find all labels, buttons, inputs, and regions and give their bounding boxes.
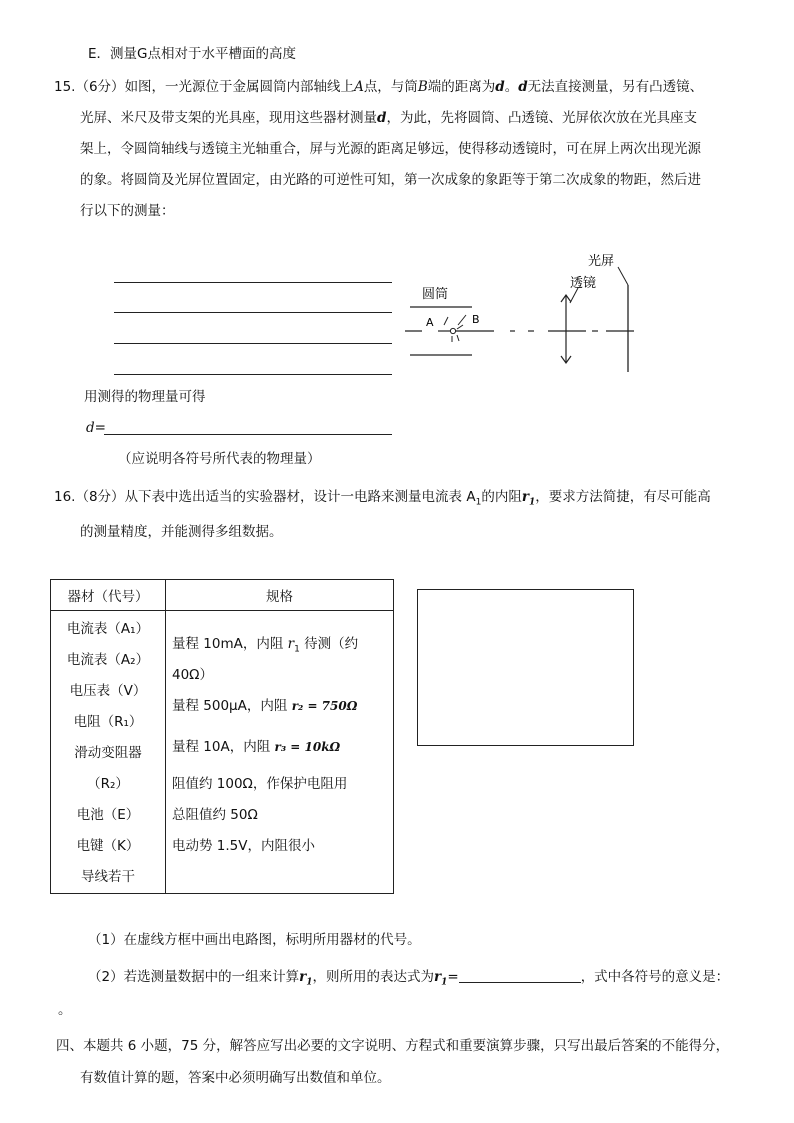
answer-blank-line[interactable] — [114, 343, 392, 344]
answer-blank-line[interactable] — [114, 312, 392, 313]
q16-text: ，要求方法简捷，有尽可能高 — [535, 489, 711, 505]
header-spec: 规格 — [166, 580, 394, 611]
d-label: d= — [86, 420, 106, 436]
q16-text: = — [447, 969, 459, 985]
q15-text: 点，与筒 — [363, 79, 418, 95]
spec-formula: r₂ = 750Ω — [291, 699, 358, 713]
equipment-item: 电池（E） — [76, 807, 140, 823]
q15-text: 光屏、米尺及带支架的光具座，现用这些器材测量 — [80, 110, 377, 126]
answer-blank-line[interactable] — [114, 374, 392, 375]
equipment-item: 滑动变阻器 — [74, 745, 142, 761]
pointer-line — [458, 315, 466, 325]
point-a-label: A — [426, 316, 434, 329]
spec-a2 — [172, 691, 393, 722]
q16-line-2: 的测量精度，并能测得多组数据。 — [80, 524, 283, 540]
q15-line-2 — [80, 108, 697, 128]
q16-sub: 1 — [528, 497, 536, 508]
spec-column — [166, 611, 394, 894]
q15-text: ，为此，先将圆筒、凸透镜、光屏依次放在光具座支 — [386, 110, 697, 126]
q15-note: （应说明各符号所代表的物理量） — [118, 451, 321, 467]
q16-text: （2）若选测量数据中的一组来计算 — [88, 969, 300, 985]
q16-sub: 1 — [475, 497, 482, 508]
q16-sub-1: （1）在虚线方框中画出电路图，标明所用器材的代号。 — [88, 932, 421, 948]
circuit-drawing-box[interactable] — [417, 589, 634, 746]
spec-r1: 阻值约 100Ω，作保护电阻用 — [172, 776, 348, 792]
equipment-item: 电键（K） — [76, 838, 140, 854]
spec-formula: r₃ = 10kΩ — [274, 740, 341, 754]
q16-sub-2-end: 。 — [58, 1002, 72, 1018]
q14-item-e: E．测量G点相对于水平槽面的高度 — [88, 46, 296, 62]
lens-label: 透镜 — [570, 276, 597, 291]
q16-sub: 1 — [441, 977, 448, 988]
q16-number: 16.（8分） — [54, 489, 125, 505]
equipment-item: 导线若干 — [81, 869, 135, 885]
table-body-row — [51, 611, 394, 894]
light-source-icon — [450, 328, 455, 333]
d-answer-blank[interactable] — [104, 434, 392, 435]
light-ray-icon — [457, 325, 463, 329]
q15-line-1 — [54, 77, 703, 97]
spec-sub: 1 — [294, 644, 300, 655]
equipment-item: 电流表（A₂） — [66, 652, 150, 668]
spec-text: 量程 500μA，内阻 — [172, 698, 292, 714]
spec-e: 电动势 1.5V，内阻很小 — [172, 838, 315, 854]
q15-line-3: 架上，令圆筒轴线与透镜主光轴重合，屏与光源的距离足够远，使得移动透镜时，可在屏上两次出现光源 — [80, 141, 701, 157]
q16-var-r: r — [521, 489, 529, 505]
q16-sub-2 — [88, 967, 729, 993]
equipment-item: （R₂） — [87, 776, 129, 792]
spec-text: 待测（约 — [299, 636, 359, 652]
q16-text: 从下表中选出适当的实验器材，设计一电路来测量电流表 A — [124, 489, 476, 505]
q16-text: 的内阻 — [481, 489, 522, 505]
equipment-item: 电压表（V） — [69, 683, 147, 699]
q15-var-a: A — [354, 79, 364, 95]
section4-line-1: 四、本题共 6 小题，75 分，解答应写出必要的文字说明、方程式和重要演算步骤，只写出最后答案的不能得分， — [56, 1038, 730, 1054]
spec-a1 — [172, 629, 393, 660]
spec-r2: 总阻值约 50Ω — [172, 807, 258, 823]
q15-var-b: B — [417, 79, 428, 95]
q15-text: 如图，一光源位于金属圆筒内部轴线上 — [124, 79, 355, 95]
q15-number: 15.（6分） — [54, 79, 125, 95]
pointer-line — [618, 267, 628, 285]
section4-line-2: 有数值计算的题，答案中必须明确写出数值和单位。 — [80, 1070, 391, 1086]
spec-var: r — [287, 636, 295, 652]
answer-blank-line[interactable] — [114, 282, 392, 283]
equipment-table — [50, 579, 394, 894]
q16-sub: 1 — [306, 977, 313, 988]
header-equipment: 器材（代号） — [51, 580, 166, 611]
q15-line-5: 行以下的测量： — [80, 203, 175, 219]
pointer-line — [444, 317, 448, 325]
spec-v — [172, 732, 393, 763]
screen-label: 光屏 — [588, 254, 615, 269]
equipment-column — [51, 611, 166, 894]
q16-var-r: r — [299, 969, 307, 985]
q15-line-4: 的象。将圆筒及光屏位置固定，由光路的可逆性可知，第一次成象的象距等于第二次成象的物距，然后进 — [80, 172, 701, 188]
q15-text: 端的距离为 — [427, 79, 496, 95]
equipment-item: 电阻（R₁） — [73, 714, 143, 730]
spec-text: 量程 10A，内阻 — [172, 739, 275, 755]
result-label: 用测得的物理量可得 — [84, 389, 206, 405]
point-b-label: B — [472, 313, 480, 326]
table-header-row — [51, 580, 394, 611]
equipment-item: 电流表（A₁） — [66, 621, 150, 637]
q15-text: 。 — [504, 79, 519, 95]
q15-var-d: d — [377, 110, 387, 126]
q16-var-r: r — [433, 969, 442, 985]
r1-answer-blank[interactable] — [459, 968, 581, 983]
spec-a1-cont: 40Ω） — [172, 667, 213, 683]
light-ray-icon — [457, 335, 459, 341]
q16-text: ，式中各符号的意义是： — [580, 969, 730, 985]
spec-text: 量程 10mA，内阻 — [172, 636, 288, 652]
optics-diagram — [400, 245, 660, 380]
q15-var-d: d — [495, 79, 505, 95]
q16-line-1 — [54, 487, 711, 513]
q15-text: 无法直接测量，另有凸透镜、 — [527, 79, 704, 95]
tube-label: 圆筒 — [422, 287, 449, 302]
q16-text: ，则所用的表达式为 — [312, 969, 434, 985]
q15-var-d: d — [518, 79, 528, 95]
